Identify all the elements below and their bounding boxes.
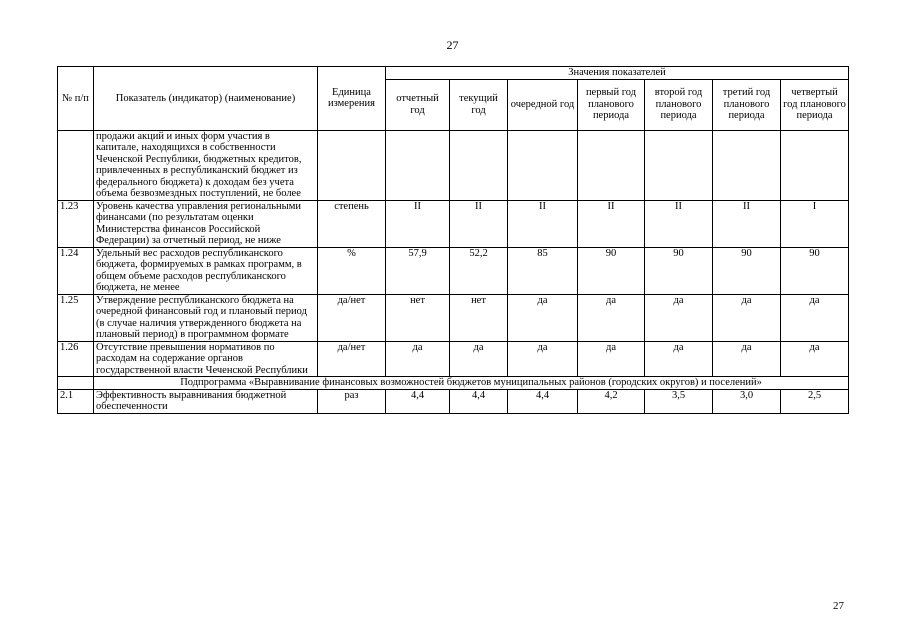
- row-unit: раз: [318, 389, 386, 413]
- row-value: нет: [450, 294, 508, 341]
- row-num: 1.23: [58, 200, 94, 247]
- row-value: I: [781, 200, 849, 247]
- table-row: [58, 200, 849, 247]
- row-unit: степень: [318, 200, 386, 247]
- row-value: да: [508, 294, 578, 341]
- table-row: [58, 130, 849, 200]
- subprogram-row: [58, 377, 849, 390]
- row-value: 3,0: [713, 389, 781, 413]
- row-value: да: [781, 294, 849, 341]
- header-num: № п/п: [58, 67, 94, 131]
- row-num: 1.26: [58, 341, 94, 377]
- row-value: II: [713, 200, 781, 247]
- row-value: II: [645, 200, 713, 247]
- header-indicator: Показатель (индикатор) (наименование): [94, 67, 318, 131]
- row-value: [386, 130, 450, 200]
- header-reporting-year: отчетный год: [386, 79, 450, 130]
- row-unit: да/нет: [318, 341, 386, 377]
- row-value: II: [450, 200, 508, 247]
- row-indicator: Отсутствие превышения нормативов по расходам на содержание органов государственной власти Чеченской Республики: [94, 341, 318, 377]
- row-indicator: продажи акций и иных форм участия в капитале, находящихся в собственности Чеченской Республики, бюджетных кредитов, привлеченных в республиканский бюджет из федерального бюджета) к доходам без учета объема безвозмездных поступлений, не более: [94, 130, 318, 200]
- row-value: да: [645, 341, 713, 377]
- indicators-table: [57, 66, 849, 414]
- row-value: [781, 130, 849, 200]
- header-unit: Единица измерения: [318, 67, 386, 131]
- row-value: да: [386, 341, 450, 377]
- row-unit: [318, 130, 386, 200]
- header-plan-year-3: третий год планового периода: [713, 79, 781, 130]
- table-row: [58, 389, 849, 413]
- row-num: 1.24: [58, 247, 94, 294]
- page-number-top: 27: [446, 38, 459, 52]
- row-indicator: Утверждение республиканского бюджета на очередной финансовый год и плановый период (в случае наличия утвержденного бюджета на плановый период) в программном формате: [94, 294, 318, 341]
- subprogram-num-cell: [58, 377, 94, 390]
- row-value: 3,5: [645, 389, 713, 413]
- row-value: 2,5: [781, 389, 849, 413]
- row-indicator: Эффективность выравнивания бюджетной обеспеченности: [94, 389, 318, 413]
- row-value: 4,4: [508, 389, 578, 413]
- row-indicator: Удельный вес расходов республиканского бюджета, формируемых в рамках программ, в общем объеме расходов республиканского бюджета, не менее: [94, 247, 318, 294]
- header-plan-year-1: первый год планового периода: [578, 79, 645, 130]
- row-value: да: [781, 341, 849, 377]
- row-value: 57,9: [386, 247, 450, 294]
- row-value: [578, 130, 645, 200]
- row-value: [508, 130, 578, 200]
- row-indicator: Уровень качества управления региональными финансами (по результатам оценки Министерства финансов Российской Федерации) за отчетный период, не ниже: [94, 200, 318, 247]
- row-num: 1.25: [58, 294, 94, 341]
- header-next-year: очередной год: [508, 79, 578, 130]
- row-value: да: [713, 341, 781, 377]
- row-value: 4,4: [450, 389, 508, 413]
- row-value: 4,2: [578, 389, 645, 413]
- row-value: [713, 130, 781, 200]
- row-value: да: [578, 294, 645, 341]
- subprogram-title: Подпрограмма «Выравнивание финансовых возможностей бюджетов муниципальных районов (городских округов) и поселений»: [94, 377, 849, 390]
- header-values-group: Значения показателей: [386, 67, 849, 80]
- header-current-year: текущий год: [450, 79, 508, 130]
- row-value: да: [578, 341, 645, 377]
- row-value: II: [508, 200, 578, 247]
- header-plan-year-4: четвертый год планового периода: [781, 79, 849, 130]
- row-value: да: [508, 341, 578, 377]
- row-unit: да/нет: [318, 294, 386, 341]
- row-value: 90: [578, 247, 645, 294]
- header-plan-year-2: второй год планового периода: [645, 79, 713, 130]
- row-value: II: [386, 200, 450, 247]
- row-value: нет: [386, 294, 450, 341]
- table-row: [58, 294, 849, 341]
- row-value: [450, 130, 508, 200]
- page-number-bottom: 27: [833, 600, 844, 612]
- row-value: 85: [508, 247, 578, 294]
- row-value: 90: [713, 247, 781, 294]
- row-value: 90: [781, 247, 849, 294]
- row-num: 2.1: [58, 389, 94, 413]
- row-num: [58, 130, 94, 200]
- table-row: [58, 341, 849, 377]
- row-value: [645, 130, 713, 200]
- row-value: 4,4: [386, 389, 450, 413]
- row-value: II: [578, 200, 645, 247]
- row-unit: %: [318, 247, 386, 294]
- row-value: 90: [645, 247, 713, 294]
- row-value: да: [713, 294, 781, 341]
- row-value: 52,2: [450, 247, 508, 294]
- row-value: да: [645, 294, 713, 341]
- row-value: да: [450, 341, 508, 377]
- table-row: [58, 247, 849, 294]
